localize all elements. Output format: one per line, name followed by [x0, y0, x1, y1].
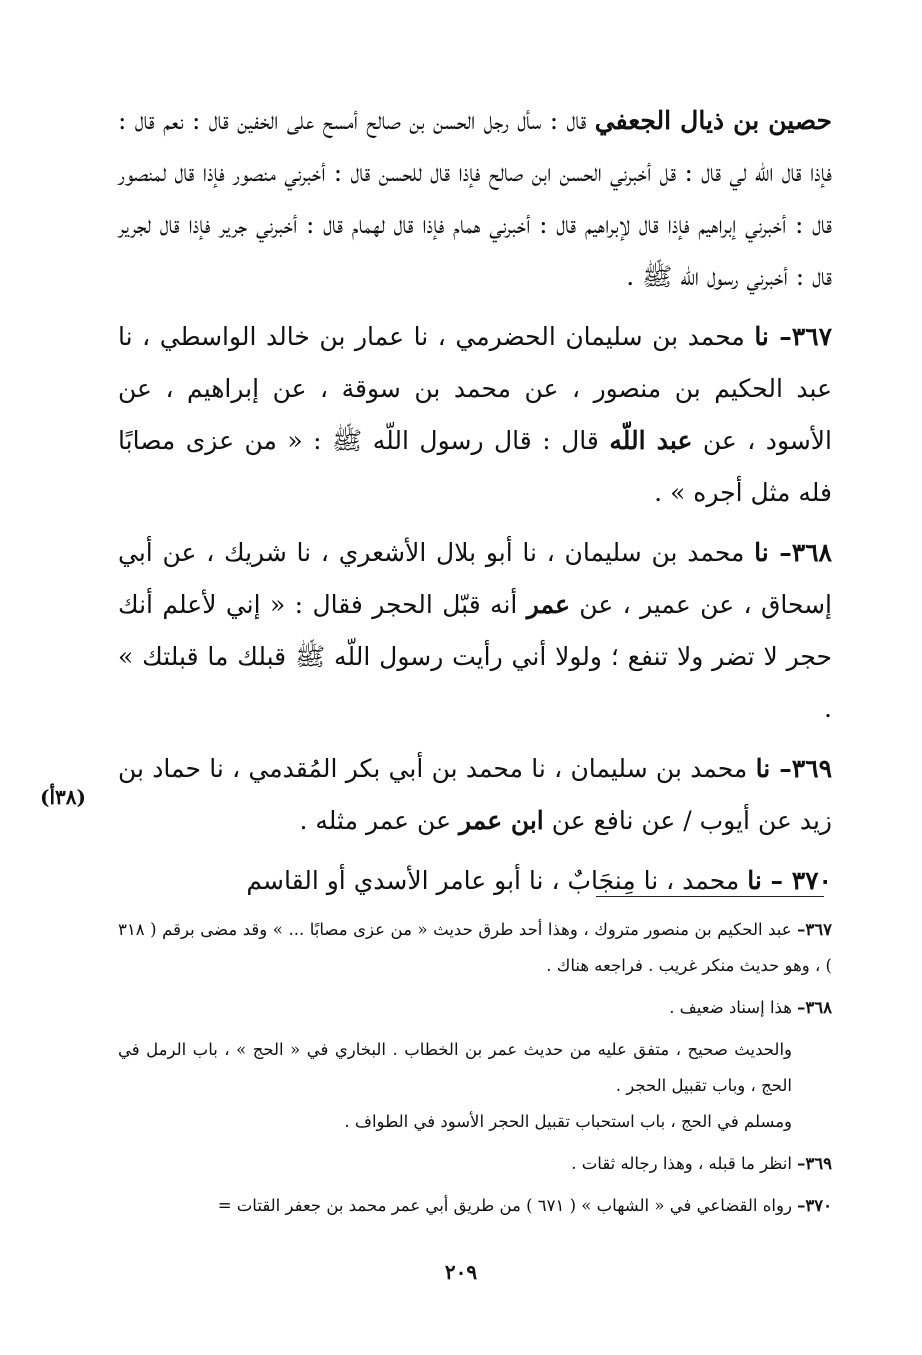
hadith-number: ٣٧٠ – نا	[747, 866, 832, 895]
footnote-368: ٣٦٨– هذا إسناد ضعيف .	[669, 998, 832, 1017]
footnote-368-detail: والحديث صحيح ، متفق عليه من حديث عمر بن الخطاب . البخاري في « الحج » ، باب الرمل في الحج ، وباب تقبيل الحجر .	[118, 1040, 792, 1095]
hadith-368: ٣٦٨– نا محمد بن سليمان ، نا أبو بلال الأشعري ، نا شريك ، عن أبي إسحاق ، عن عمير ، عن عمر أنه قبّل الحجر فقال : « إني لأعلم أنك حجر لا تضر ولا تنفع ؛ ولولا أني رأيت رسول اللّه ﷺ قبلك ما قبلتك » .	[118, 538, 832, 723]
footnote-368-muslim: ومسلم في الحج ، باب استحباب تقبيل الحجر الأسود في الطواف .	[344, 1112, 792, 1131]
main-text	[118, 95, 832, 907]
footnote-367: ٣٦٧– عبد الحكيم بن منصور متروك ، وهذا أحد طرق حديث « من عزى مصابًا ... » وقد مضى برقم ( ٣١٨ ) ، وهو حديث منكر غريب . فراجعه هناك .	[118, 920, 832, 975]
narrator-name: حصين بن ذيال الجعفي	[594, 106, 832, 135]
paragraph-intro: حصين بن ذيال الجعفي قال : سأل رجل الحسن بن صالح أمسح على الخفين قال : نعم قال : فإذا قال اللّه لي قال : قل أخبرني الحسن ابن صالح فإذا قال للحسن قال : أخبرني منصور فإذا قال لمنصور قال : أخبرني إبراهيم فإذا قال لإبراهيم قال : أخبرني همام فإذا قال لهمام قال : أخبرني جرير فإذا قال لجرير قال : أخبرني رسول اللّه ﷺ .	[118, 106, 832, 291]
hadith-369: ٣٦٩– نا محمد بن سليمان ، نا محمد بن أبي بكر المُقدمي ، نا حماد بن زيد عن أيوب / عن نافع عن ابن عمر عن عمر مثله .	[118, 754, 833, 835]
page-number: ٢٠٩	[444, 1260, 478, 1284]
footnote-369: ٣٦٩– انظر ما قبله ، وهذا رجاله ثقات .	[571, 1154, 832, 1173]
hadith-370: ٣٧٠ – نا محمد ، نا مِنجَابٌ ، نا أبو عامر الأسدي أو القاسم	[246, 866, 832, 895]
manuscript-folio-note: (٣٨أ)	[40, 785, 86, 809]
companion-name: عمر	[526, 590, 570, 619]
footnote-number: ٣٧٠–	[797, 1196, 832, 1215]
footnote-370: ٣٧٠– رواه القضاعي في « الشهاب » ( ٦٧١ ) من طريق أبي عمر محمد بن جعفر القتات =	[217, 1196, 832, 1215]
hadith-367: ٣٦٧– نا محمد بن سليمان الحضرمي ، نا عمار بن خالد الواسطي ، نا عبد الحكيم بن منصور ، عن محمد بن سوقة ، عن إبراهيم ، عن الأسود ، عن عبد اللّه قال : قال رسول اللّه ﷺ : « من عزى مصابًا فله مثل أجره » .	[118, 322, 833, 507]
footnote-number: ٣٦٩–	[797, 1154, 832, 1173]
footnotes	[118, 912, 832, 1224]
hadith-number: ٣٦٧– نا	[754, 322, 833, 351]
footnote-number: ٣٦٧–	[797, 920, 832, 939]
hadith-number: ٣٦٨– نا	[754, 538, 832, 567]
hadith-number: ٣٦٩– نا	[755, 754, 833, 783]
footnote-number: ٣٦٨–	[797, 998, 832, 1017]
companion-name: عبد اللّه	[609, 426, 693, 455]
footnote-divider	[596, 896, 824, 897]
companion-name: ابن عمر	[458, 806, 544, 835]
